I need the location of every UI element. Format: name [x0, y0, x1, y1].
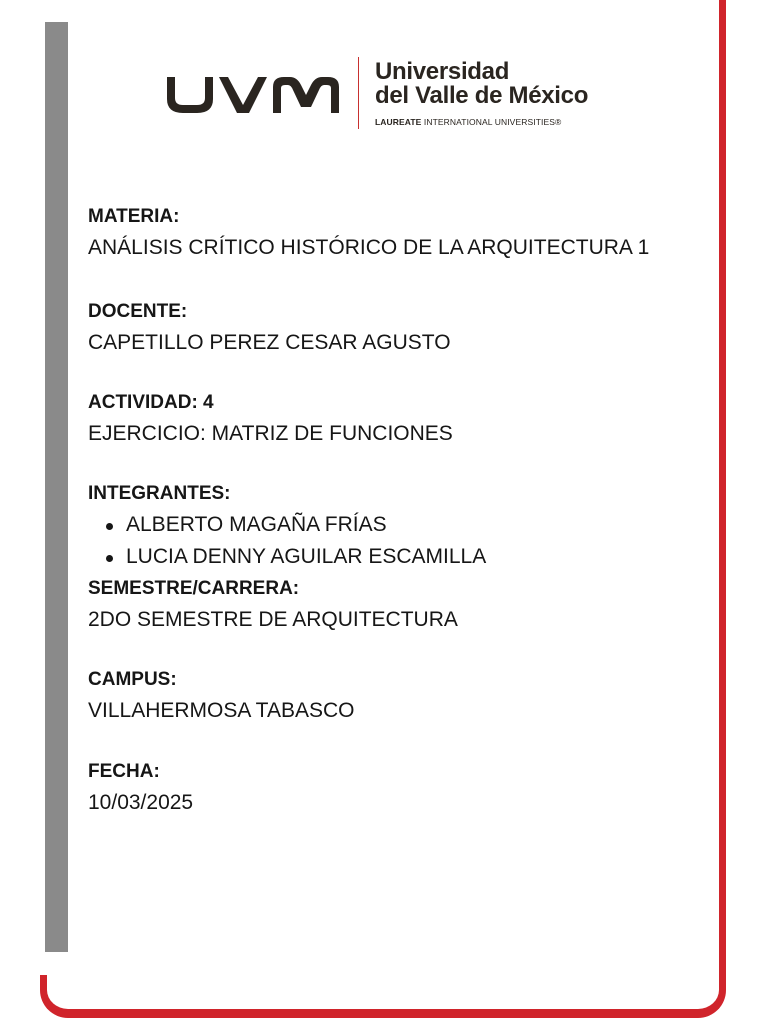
fecha-value: 10/03/2025 [88, 791, 194, 814]
actividad-section [88, 388, 698, 450]
integrantes-label: INTEGRANTES: [88, 483, 231, 504]
semestre-value: 2DO SEMESTRE DE ARQUITECTURA [88, 608, 458, 631]
materia-label: MATERIA: [88, 206, 180, 227]
materia-section [88, 202, 698, 264]
integrantes-section [88, 479, 698, 573]
fecha-section [88, 757, 698, 819]
uvm-logo [163, 56, 588, 130]
tagline-rest: INTERNATIONAL UNIVERSITIES® [423, 116, 562, 127]
list-item [126, 541, 698, 573]
docente-value: CAPETILLO PEREZ CESAR AGUSTO [88, 331, 451, 354]
docente-label: DOCENTE: [88, 301, 188, 322]
laureate-tagline [375, 117, 588, 127]
actividad-value: EJERCICIO: MATRIZ DE FUNCIONES [88, 422, 453, 445]
actividad-label: ACTIVIDAD: 4 [88, 392, 214, 413]
materia-value: ANÁLISIS CRÍTICO HISTÓRICO DE LA ARQUITECTURA 1 [88, 236, 650, 259]
logo-text [375, 57, 589, 127]
campus-value: VILLAHERMOSA TABASCO [88, 699, 355, 722]
semestre-label: SEMESTRE/CARRERA: [88, 578, 300, 599]
list-item [126, 509, 698, 541]
gray-side-bar [45, 22, 68, 952]
bullet-icon [106, 523, 113, 530]
integrantes-list [88, 509, 698, 573]
cover-details [88, 202, 698, 819]
campus-label: CAMPUS: [88, 669, 177, 690]
university-name-line2: del Valle de México [375, 81, 589, 109]
member-name: LUCIA DENNY AGUILAR ESCAMILLA [126, 545, 487, 568]
university-name-line1: Universidad [375, 57, 510, 85]
logo-divider [358, 57, 359, 129]
fecha-label: FECHA: [88, 761, 160, 782]
semestre-section [88, 574, 698, 636]
tagline-bold: LAUREATE [375, 116, 422, 127]
member-name: ALBERTO MAGAÑA FRÍAS [126, 513, 387, 536]
bullet-icon [106, 555, 113, 562]
campus-section [88, 665, 698, 727]
uvm-wordmark-icon [163, 63, 343, 123]
docente-section [88, 297, 698, 359]
